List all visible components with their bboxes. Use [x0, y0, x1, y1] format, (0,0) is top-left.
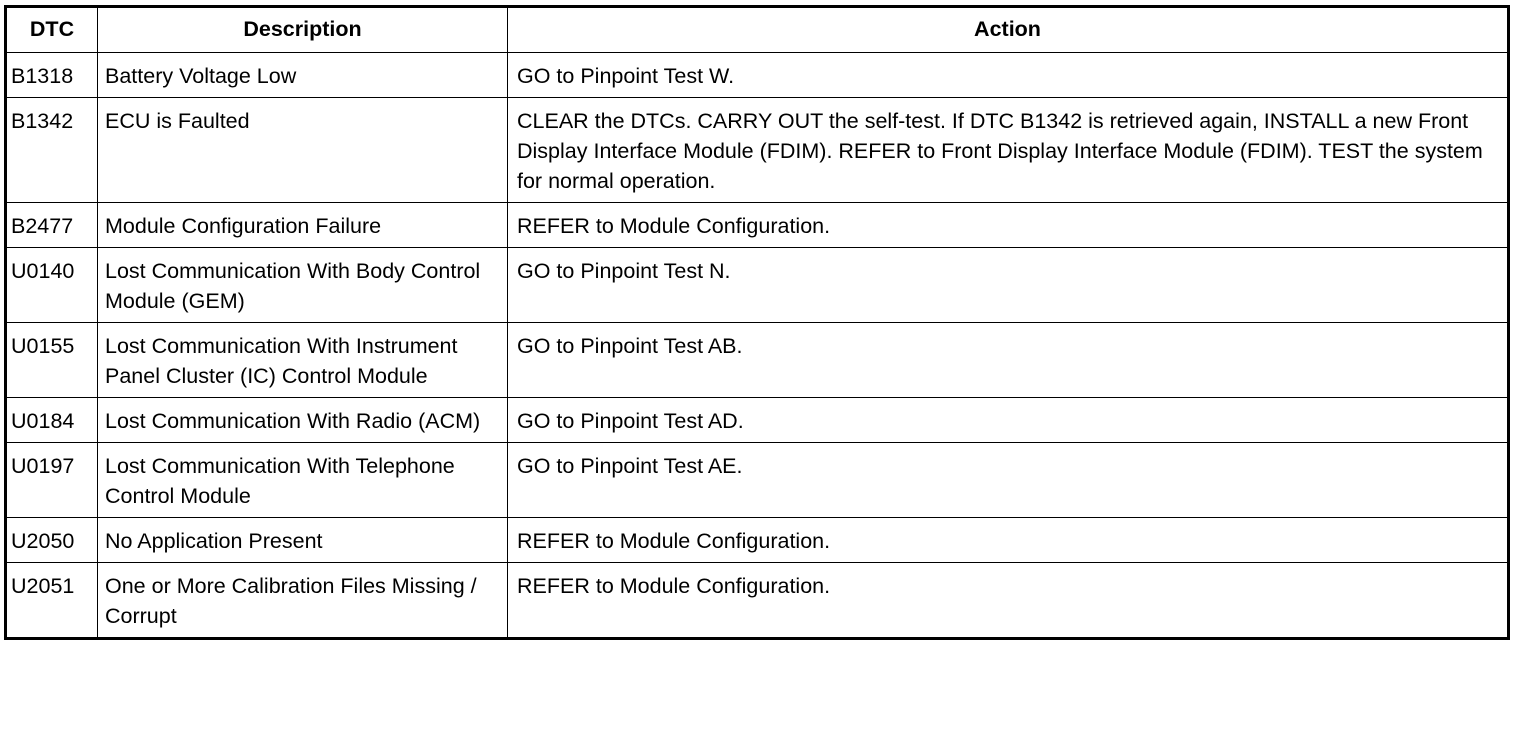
cell-description: No Application Present — [98, 518, 508, 563]
cell-dtc: B1318 — [6, 53, 98, 98]
cell-action: GO to Pinpoint Test AB. — [508, 323, 1509, 398]
cell-dtc: U2050 — [6, 518, 98, 563]
table-row — [6, 563, 1509, 639]
header-action: Action — [508, 7, 1509, 53]
cell-action: GO to Pinpoint Test AE. — [508, 443, 1509, 518]
cell-description: Battery Voltage Low — [98, 53, 508, 98]
header-description: Description — [98, 7, 508, 53]
cell-description: One or More Calibration Files Missing / Corrupt — [98, 563, 508, 639]
cell-action: REFER to Module Configuration. — [508, 518, 1509, 563]
table-row — [6, 203, 1509, 248]
cell-action: CLEAR the DTCs. CARRY OUT the self-test. If DTC B1342 is retrieved again, INSTALL a new Front Display Interface Module (FDIM). REFER to Front Display Interface Module (FDIM). TEST the system for normal operation. — [508, 98, 1509, 203]
cell-dtc: U0140 — [6, 248, 98, 323]
cell-dtc: B1342 — [6, 98, 98, 203]
header-dtc: DTC — [6, 7, 98, 53]
table-row — [6, 98, 1509, 203]
table-row — [6, 248, 1509, 323]
table-row — [6, 323, 1509, 398]
cell-description: Module Configuration Failure — [98, 203, 508, 248]
cell-action: GO to Pinpoint Test W. — [508, 53, 1509, 98]
cell-action: GO to Pinpoint Test AD. — [508, 398, 1509, 443]
dtc-table-container — [4, 5, 1510, 640]
cell-action: REFER to Module Configuration. — [508, 203, 1509, 248]
cell-dtc: U2051 — [6, 563, 98, 639]
header-row — [6, 7, 1509, 53]
table-row — [6, 53, 1509, 98]
cell-dtc: U0155 — [6, 323, 98, 398]
dtc-table — [4, 5, 1510, 640]
table-row — [6, 398, 1509, 443]
cell-action: GO to Pinpoint Test N. — [508, 248, 1509, 323]
table-row — [6, 443, 1509, 518]
cell-action: REFER to Module Configuration. — [508, 563, 1509, 639]
cell-dtc: U0197 — [6, 443, 98, 518]
cell-dtc: U0184 — [6, 398, 98, 443]
cell-description: ECU is Faulted — [98, 98, 508, 203]
table-row — [6, 518, 1509, 563]
cell-description: Lost Communication With Instrument Panel Cluster (IC) Control Module — [98, 323, 508, 398]
cell-description: Lost Communication With Radio (ACM) — [98, 398, 508, 443]
cell-description: Lost Communication With Body Control Module (GEM) — [98, 248, 508, 323]
cell-description: Lost Communication With Telephone Control Module — [98, 443, 508, 518]
cell-dtc: B2477 — [6, 203, 98, 248]
